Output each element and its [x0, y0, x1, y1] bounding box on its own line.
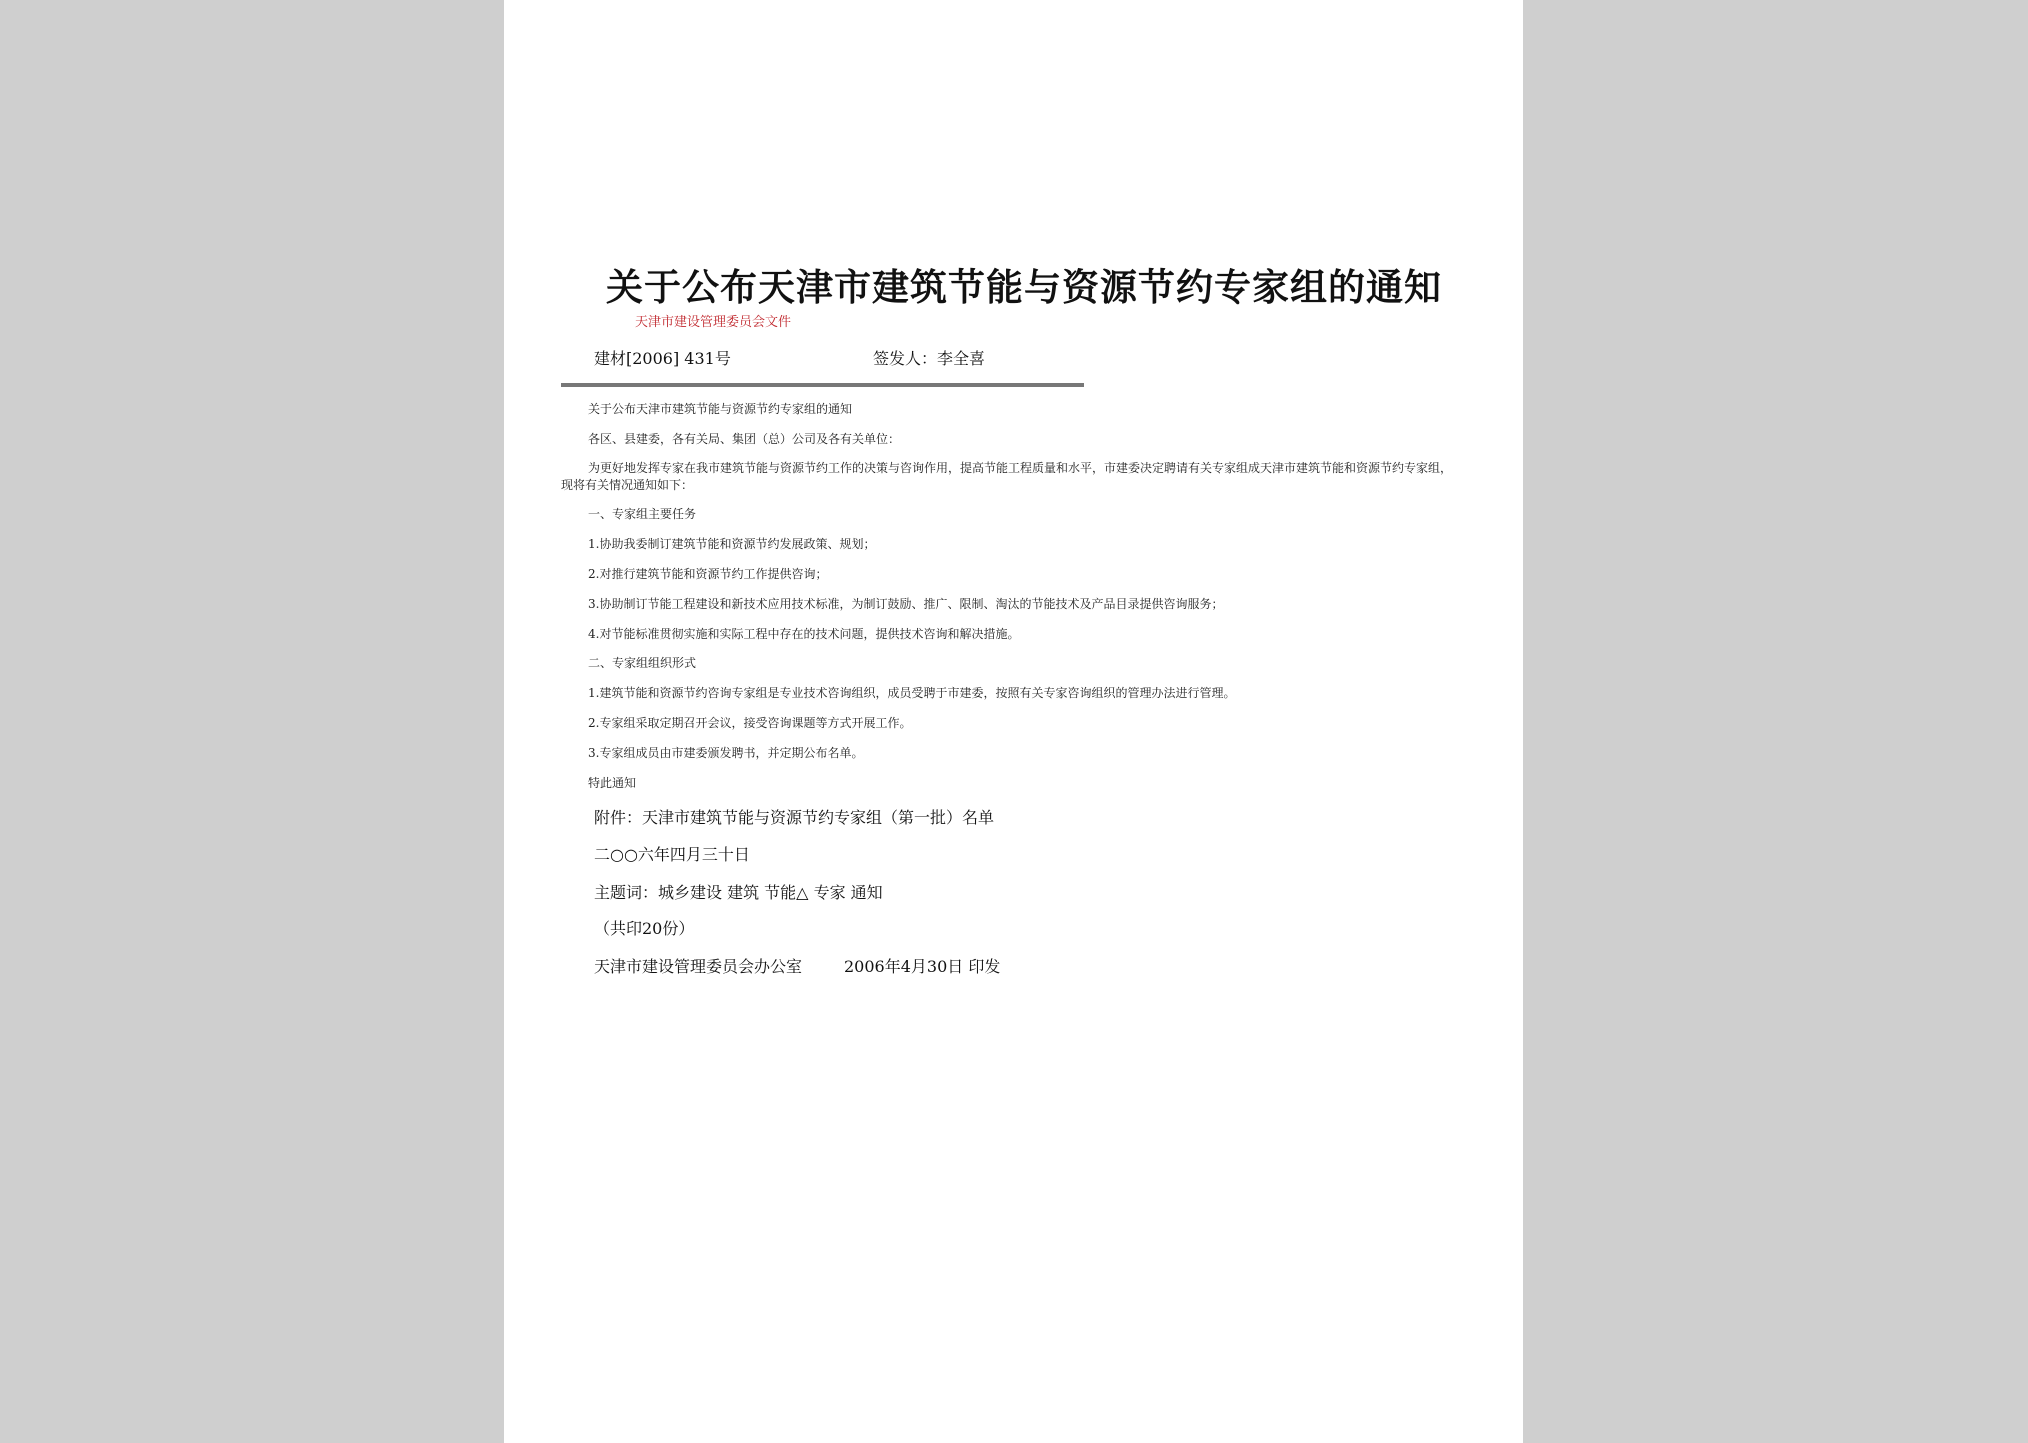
footer-office: 天津市建设管理委员会办公室: [594, 957, 803, 976]
body-heading: 关于公布天津市建筑节能与资源节约专家组的通知: [588, 402, 853, 416]
signer-label: 签发人：李全喜: [873, 349, 986, 368]
addressees: 各区、县建委，各有关局、集团（总）公司及各有关单位：: [588, 432, 901, 446]
section-1-item: 2.对推行建筑节能和资源节约工作提供咨询；: [588, 567, 828, 581]
attachment-line: 附件：天津市建筑节能与资源节约专家组（第一批）名单: [594, 808, 995, 827]
keywords-line: 主题词：城乡建设 建筑 节能△ 专家 通知: [594, 883, 883, 902]
section-1-item: 4.对节能标准贯彻实施和实际工程中存在的技术问题，提供技术咨询和解决措施。: [588, 627, 1020, 641]
document-number: 建材[2006] 431号: [594, 349, 731, 368]
section-2-title: 二、专家组组织形式: [588, 656, 697, 670]
issuer-label: 天津市建设管理委员会文件: [635, 315, 792, 330]
section-2-item: 1.建筑节能和资源节约咨询专家组是专业技术咨询组织，成员受聘于市建委，按照有关专家咨询组织的管理办法进行管理。: [588, 686, 1236, 700]
footer-date: 2006年4月30日 印发: [844, 957, 1001, 976]
closing-text: 特此通知: [588, 776, 637, 790]
section-2-item: 2.专家组采取定期召开会议，接受咨询课题等方式开展工作。: [588, 716, 912, 730]
copies-line: （共印20份）: [594, 919, 695, 938]
section-1-item: 3.协助制订节能工程建设和新技术应用技术标准，为制订鼓励、推广、限制、淘汰的节能技术及产品目录提供咨询服务；: [588, 597, 1224, 611]
document-title: 关于公布天津市建筑节能与资源节约专家组的通知: [606, 265, 1442, 309]
header-divider: [561, 383, 1084, 387]
section-1-item: 1.协助我委制订建筑节能和资源节约发展政策、规划；: [588, 537, 876, 551]
intro-paragraph: 为更好地发挥专家在我市建筑节能与资源节约工作的决策与咨询作用，提高节能工程质量和水平，市建委决定聘请有关专家组成天津市建筑节能和资源节约专家组，现将有关情况通知如下：: [561, 461, 1453, 492]
date-line: 二○○六年四月三十日: [594, 845, 750, 864]
section-1-title: 一、专家组主要任务: [588, 507, 697, 521]
section-2-item: 3.专家组成员由市建委颁发聘书，并定期公布名单。: [588, 746, 864, 760]
